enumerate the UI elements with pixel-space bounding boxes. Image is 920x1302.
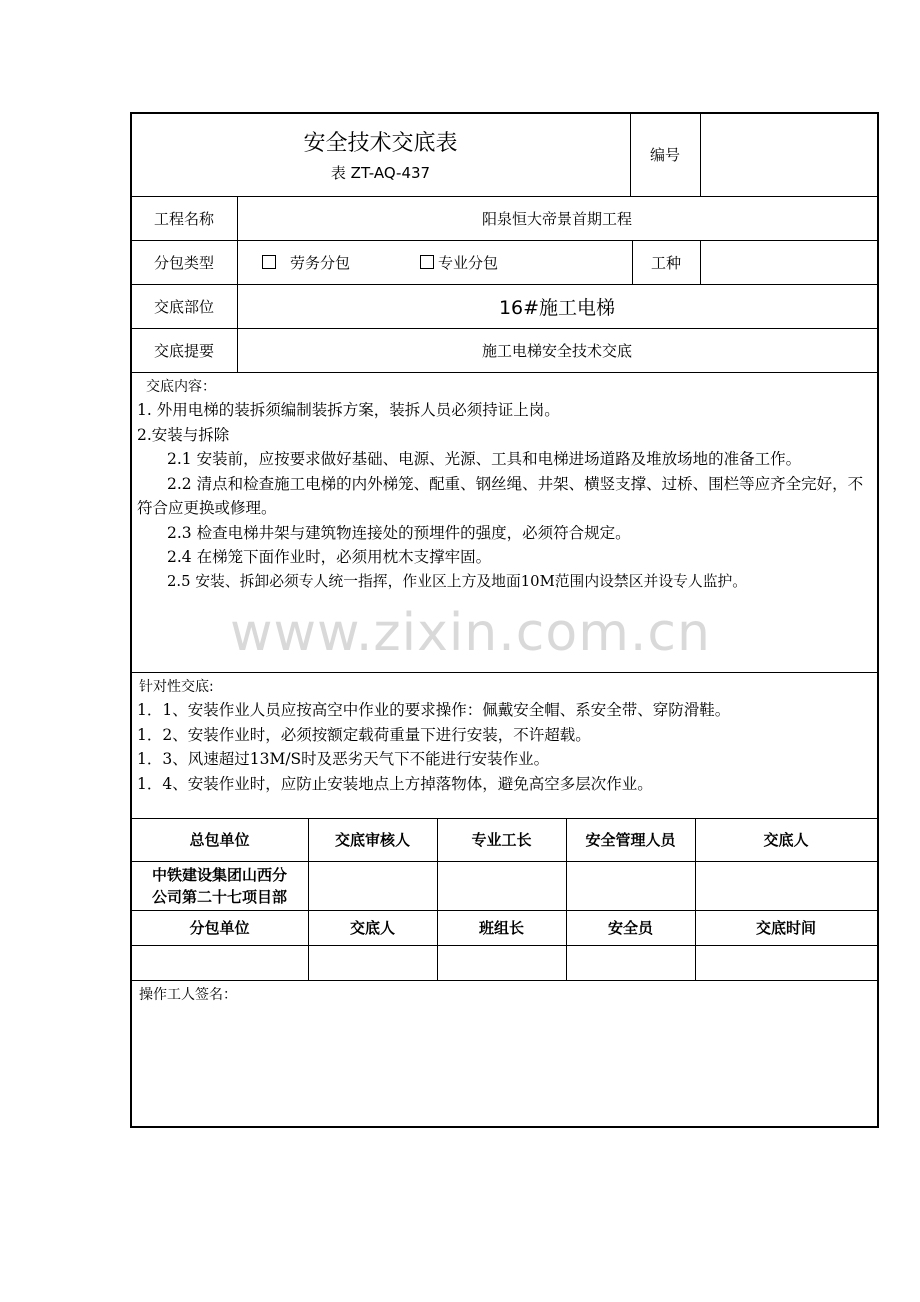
team-leader-field[interactable] <box>437 945 566 980</box>
targeted-line: 1．1、安装作业人员应按高空中作业的要求操作：佩戴安全帽、系安全带、穿防滑鞋。 <box>137 701 731 719</box>
checkbox-labor[interactable] <box>262 240 362 284</box>
number-field[interactable] <box>700 113 877 196</box>
header-reviewer: 交底审核人 <box>334 831 410 849</box>
header-team-leader: 班组长 <box>478 919 524 937</box>
header-subcontractor: 分包单位 <box>189 919 250 937</box>
watermark: www.zixin.com.cn <box>230 603 711 663</box>
general-contractor-value <box>131 861 308 910</box>
content-line: 2.3 检查电梯井架与建筑物连接处的预埋件的强度，必须符合规定。 <box>167 523 631 542</box>
header-discloser: 交底人 <box>763 831 809 849</box>
header-disclosure-time: 交底时间 <box>755 919 816 937</box>
project-label: 工程名称 <box>153 209 214 228</box>
content-body <box>137 398 877 594</box>
trade-field[interactable] <box>700 240 877 284</box>
project-name[interactable]: 阳泉恒大帝景首期工程 <box>481 209 632 228</box>
targeted-body <box>137 698 877 796</box>
form-code: 表 ZT-AQ-437 <box>330 163 431 182</box>
targeted-line: 1．2、安装作业时，必须按额定载荷重量下进行安装，不许超载。 <box>137 725 591 744</box>
location-value[interactable]: 16#施工电梯 <box>498 296 616 319</box>
divider <box>131 672 878 673</box>
targeted-line: 1．3、风速超过13M/S时及恶劣天气下不能进行安装作业。 <box>137 750 550 768</box>
general-contractor-line: 中铁建设集团山西分 <box>151 865 287 884</box>
checkbox-icon <box>262 255 276 269</box>
subcontractor-field[interactable] <box>131 945 308 980</box>
summary-value[interactable]: 施工电梯安全技术交底 <box>481 341 632 360</box>
general-contractor-line: 公司第二十七项目部 <box>151 887 287 906</box>
content-line: 2.1 安装前，应按要求做好基础、电源、光源、工具和电梯进场道路及堆放场地的准备工作。 <box>167 450 802 468</box>
header-foreman: 专业工长 <box>471 831 532 849</box>
content-line: 2.4 在梯笼下面作业时，必须用枕木支撑牢固。 <box>167 548 492 566</box>
summary-label: 交底提要 <box>153 341 214 360</box>
divider <box>131 980 878 981</box>
targeted-heading: 针对性交底: <box>139 679 214 695</box>
disclosure-time-field[interactable] <box>695 945 877 980</box>
content-line: 2.5 安装、拆卸必须专人统一指挥，作业区上方及地面10M范围内设禁区并设专人监护。 <box>167 572 748 590</box>
workers-sign-label: 操作工人签名： <box>139 987 237 1003</box>
content-line: 1. 外用电梯的装拆须编制装拆方案，装拆人员必须持证上岗。 <box>137 401 560 419</box>
header-general-contractor: 总包单位 <box>189 831 250 849</box>
checkbox-icon <box>420 255 434 269</box>
targeted-line: 1．4、安装作业时，应防止安装地点上方掉落物体，避免高空多层次作业。 <box>137 774 653 793</box>
sub-discloser-field[interactable] <box>308 945 437 980</box>
safety-manager-sign-field[interactable] <box>566 861 695 910</box>
content-line: 2.安装与拆除 <box>137 425 230 444</box>
divider <box>131 372 878 373</box>
header-safety-manager: 安全管理人员 <box>585 831 676 849</box>
content-heading: 交底内容： <box>146 379 216 395</box>
discloser-sign-field[interactable] <box>695 861 877 910</box>
foreman-sign-field[interactable] <box>437 861 566 910</box>
form-title: 安全技术交底表 <box>303 130 458 156</box>
header-sub-discloser: 交底人 <box>349 919 395 937</box>
checkbox-specialty[interactable] <box>420 240 520 284</box>
specialty-label: 专业分包 <box>438 253 499 272</box>
number-label: 编号 <box>649 146 680 164</box>
content-line: 2.2 清点和检查施工电梯的内外梯笼、配重、钢丝绳、井架、横竖支撑、过桥、围栏等应齐全完好，不符合应更换或修理。 <box>137 474 864 517</box>
workers-sign-area[interactable] <box>131 1006 877 1126</box>
reviewer-sign-field[interactable] <box>308 861 437 910</box>
header-safety-officer: 安全员 <box>607 919 653 937</box>
trade-label: 工种 <box>650 253 681 272</box>
safety-officer-field[interactable] <box>566 945 695 980</box>
location-label: 交底部位 <box>153 297 214 316</box>
subcontract-label: 分包类型 <box>153 253 214 272</box>
labor-label: 劳务分包 <box>290 253 351 272</box>
